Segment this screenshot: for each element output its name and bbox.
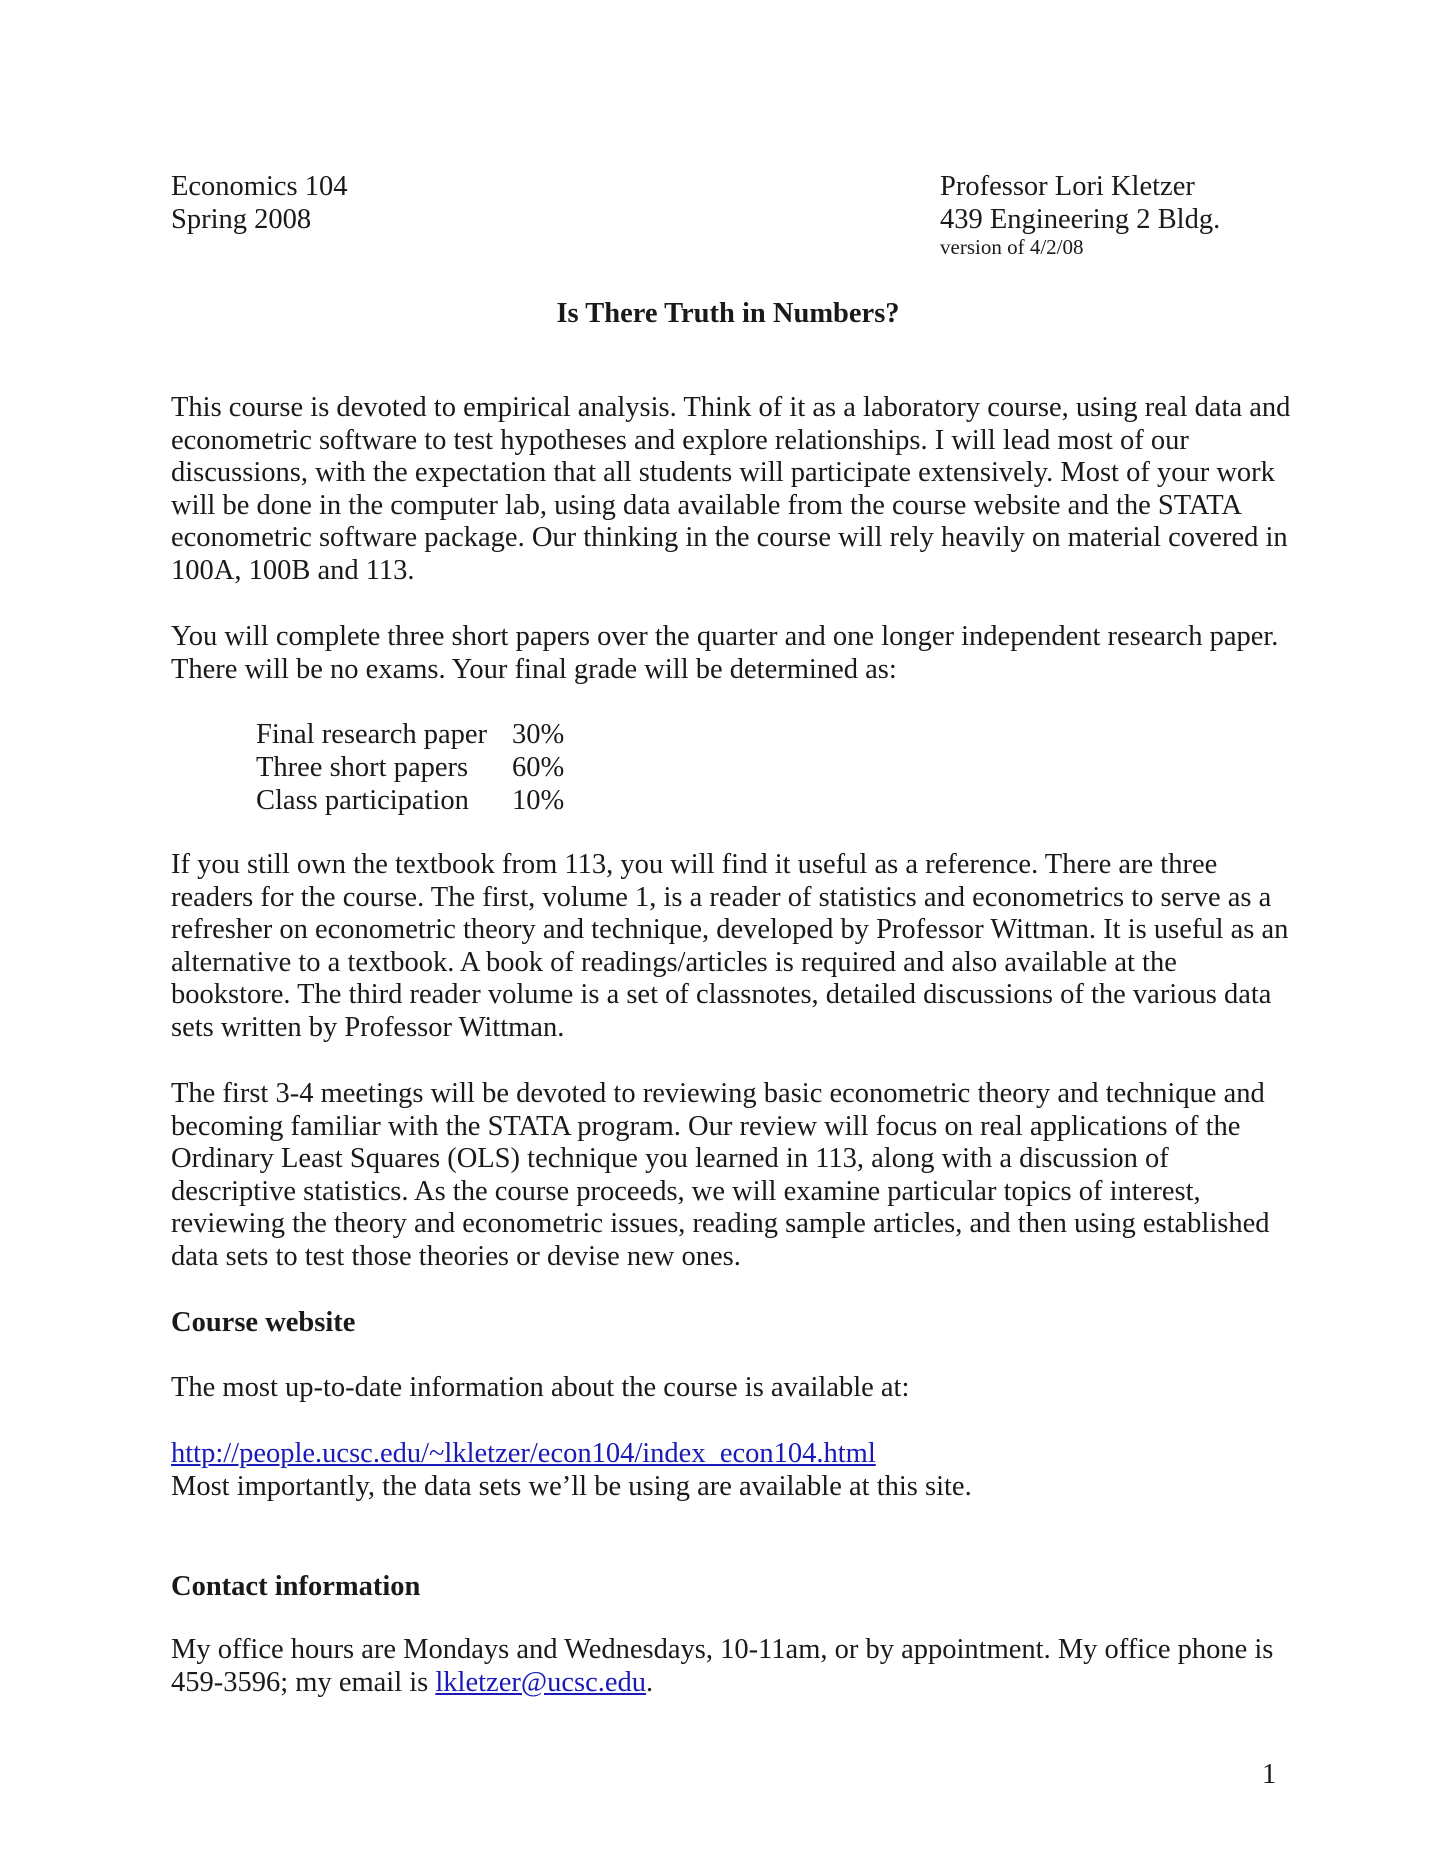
instructor-info-block	[940, 170, 1220, 258]
grade-row	[256, 718, 564, 751]
grade-weight: 10%	[512, 785, 565, 816]
grade-item: Final research paper	[256, 719, 488, 750]
page-number: 1	[1262, 1759, 1277, 1790]
website-link-block	[171, 1438, 1291, 1503]
contact-trailing-period: .	[646, 1666, 654, 1698]
grade-item: Three short papers	[256, 752, 469, 783]
course-term: Spring 2008	[171, 204, 312, 235]
version-date: version of 4/2/08	[940, 235, 1084, 259]
contact-text: My office hours are Mondays and Wednesdays, 10-11am, or by appointment. My office phone is 459-3596; my email is	[171, 1634, 1274, 1698]
email-link[interactable]: lkletzer@ucsc.edu	[435, 1666, 646, 1698]
contact-information-heading: Contact information	[171, 1571, 421, 1602]
course-website-link[interactable]: http://people.ucsc.edu/~lkletzer/econ104/index_econ104.html	[171, 1438, 876, 1469]
website-intro: The most up-to-date information about the course is available at:	[171, 1372, 910, 1403]
professor-name: Professor Lori Kletzer	[940, 171, 1195, 202]
document-title: Is There Truth in Numbers?	[556, 298, 900, 329]
meetings-paragraph: The first 3-4 meetings will be devoted to reviewing basic econometric theory and technique and becoming familiar with the STATA program. Our review will focus on real applications of the Ordinary Least Squares (OLS) technique you learned in 113, along with a discussion of descriptive statistics. As the course proceeds, we will examine particular topics of interest, reviewing the theory and econometric issues, reading sample articles, and then using established data sets to test those theories or devise new ones.	[171, 1078, 1270, 1272]
office-location: 439 Engineering 2 Bldg.	[940, 204, 1221, 235]
grade-weight: 30%	[512, 719, 565, 750]
grade-row	[256, 751, 564, 784]
grade-breakdown-table	[256, 718, 564, 817]
readers-paragraph: If you still own the textbook from 113, you will find it useful as a reference. There are three readers for the course. The first, volume 1, is a reader of statistics and econometrics to serve as a refresher on econometric theory and technique, developed by Professor Wittman. It is useful as an alternative to a textbook. A book of readings/articles is required and also available at the bookstore. The third reader volume is a set of classnotes, detailed discussions of the various data sets written by Professor Wittman.	[171, 849, 1289, 1043]
website-note: Most importantly, the data sets we’ll be using are available at this site.	[171, 1470, 972, 1502]
grade-weight: 60%	[512, 752, 565, 783]
intro-paragraph: This course is devoted to empirical analysis. Think of it as a laboratory course, using real data and econometric software to test hypotheses and explore relationships. I will lead most of our discussions, with the expectation that all students will participate extensively. Most of your work will be done in the computer lab, using data available from the course website and the STATA econometric software package. Our thinking in the course will rely heavily on material covered in 100A, 100B and 113.	[171, 392, 1291, 586]
grade-row	[256, 784, 564, 817]
course-name: Economics 104	[171, 171, 348, 202]
contact-paragraph	[171, 1634, 1291, 1699]
course-website-heading: Course website	[171, 1307, 356, 1338]
course-info-block	[171, 170, 348, 236]
grade-item: Class participation	[256, 785, 469, 816]
grading-paragraph: You will complete three short papers over the quarter and one longer independent research paper. There will be no exams. Your final grade will be determined as:	[171, 621, 1279, 685]
